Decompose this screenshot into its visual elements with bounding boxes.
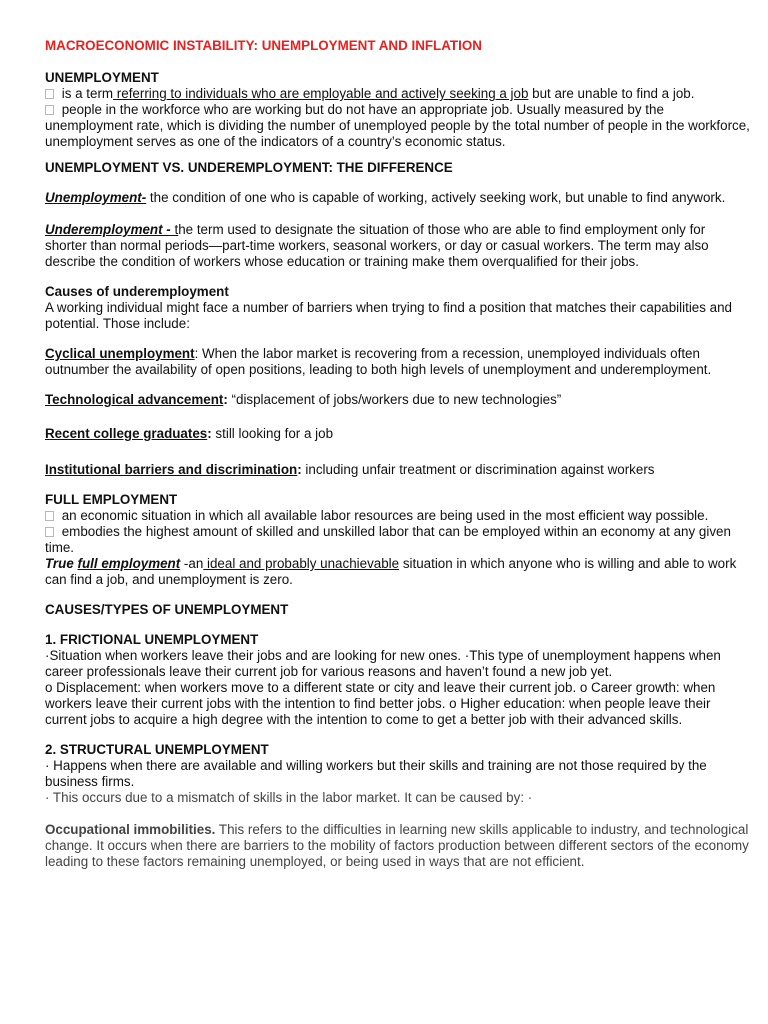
structural-heading: 2. STRUCTURAL UNEMPLOYMENT (45, 742, 269, 757)
unemployment-definition: Unemployment- the condition of one who is capable of working, actively seeking work, but unable to find anywork. (45, 190, 726, 205)
full-employment-heading: FULL EMPLOYMENT (45, 492, 178, 507)
true-full-employment-definition: True full employment -an ideal and probably unachievable situation in which anyone who is willing and able to work can find a job, and unemployment is zero. (45, 556, 737, 587)
document-title: MACROECONOMIC INSTABILITY: UNEMPLOYMENT AND INFLATION (45, 38, 482, 53)
recent-graduates-item: Recent college graduates: still looking for a job (45, 426, 334, 441)
checkbox-glyph-icon (45, 527, 54, 537)
frictional-paragraph-1: ·Situation when workers leave their jobs and are looking for new ones. ·This type of unemployment happens when career professionals leave their current job for various reasons and haven’t found a new job yet. (45, 648, 721, 679)
types-heading: CAUSES/TYPES OF UNEMPLOYMENT (45, 602, 289, 617)
checkbox-glyph-icon (45, 105, 54, 115)
unemployment-heading: UNEMPLOYMENT (45, 70, 159, 85)
checkbox-glyph-icon (45, 89, 54, 99)
unemployment-bullet-1: is a term referring to individuals who are employable and actively seeking a job but are unable to find a job. (45, 86, 750, 102)
cyclical-unemployment-item: Cyclical unemployment: When the labor market is recovering from a recession, unemployed individuals often outnumber the availability of open positions, leading to both high levels of unemployment and underemployment. (45, 346, 712, 377)
underemployment-definition: Underemployment - the term used to designate the situation of those who are able to find employment only for shorter than normal periods—part-time workers, seasonal workers, or day or casual workers. The term may also describe the condition of workers whose education or training make them overqualified for their jobs. (45, 222, 709, 269)
causes-underemployment-intro: A working individual might face a number of barriers when trying to find a position that matches their capabilities and potential. Those include: (45, 300, 733, 331)
unemployment-bullet-2: people in the workforce who are working but do not have an appropriate job. Usually measured by the unemployment rate, which is dividing the number of unemployed people by the total number of people in the workforce, unemployment serves as one of the indicators of a country’s economic status. (45, 102, 750, 149)
full-employment-bullet-2: embodies the highest amount of skilled and unskilled labor that can be employed within an economy at any given time. (45, 524, 731, 555)
frictional-paragraph-2: o Displacement: when workers move to a different state or city and leave their current job. o Career growth: when workers leave their current jobs with the intention to find better jobs. o Higher education: when people leave their current jobs to acquire a high degree with the intention to come to get a better job with their advanced skills. (45, 680, 716, 727)
occupational-immobilities-item: Occupational immobilities. This refers to the difficulties in learning new skills applicable to industry, and technological change. It occurs when there are barriers to the mobility of factors production between different sectors of the economy leading to these factors remaining unemployed, or being used in ways that are not efficient. (45, 822, 749, 869)
institutional-barriers-item: Institutional barriers and discrimination: including unfair treatment or discrimination against workers (45, 462, 655, 477)
structural-paragraph-2: · This occurs due to a mismatch of skills in the labor market. It can be caused by: · (45, 790, 533, 805)
full-employment-bullet-1: an economic situation in which all available labor resources are being used in the most efficient way possible. (45, 508, 750, 524)
vs-heading: UNEMPLOYMENT VS. UNDEREMPLOYMENT: THE DIFFERENCE (45, 160, 453, 175)
causes-underemployment-heading: Causes of underemployment (45, 284, 229, 299)
structural-paragraph-1: · Happens when there are available and willing workers but their skills and training are not those required by the business firms. (45, 758, 707, 789)
checkbox-glyph-icon (45, 511, 54, 521)
frictional-heading: 1. FRICTIONAL UNEMPLOYMENT (45, 632, 259, 647)
technological-advancement-item: Technological advancement: “displacement of jobs/workers due to new technologies” (45, 392, 562, 407)
